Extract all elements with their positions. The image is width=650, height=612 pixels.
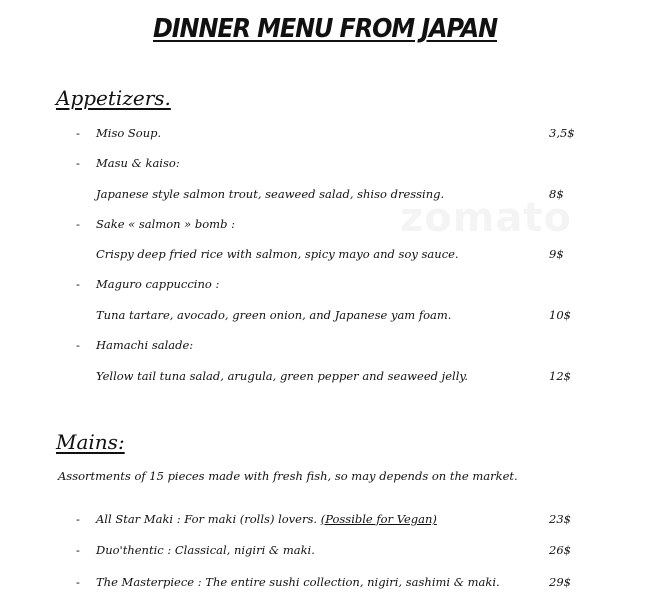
item-description: Tuna tartare, avocado, green onion, and Japanese yam foam. [96, 308, 452, 322]
section-heading-mains: Mains: [56, 430, 125, 454]
section-heading-appetizers: Appetizers. [56, 86, 171, 110]
item-price: 23$ [549, 512, 571, 526]
item-description: Yellow tail tuna salad, arugula, green pepper and seaweed jelly. [96, 369, 468, 383]
item-name-text: All Star Maki : For maki (rolls) lovers. [96, 512, 321, 526]
menu-item [0, 215, 650, 233]
item-price: 12$ [549, 369, 571, 383]
item-description-row [0, 306, 650, 324]
item-name: Sake « salmon » bomb : [96, 217, 235, 231]
item-price: 26$ [549, 543, 571, 557]
menu-item [0, 154, 650, 172]
item-description-row [0, 245, 650, 263]
mains-intro-text: Assortments of 15 pieces made with fresh fish, so may depends on the market. [58, 469, 518, 483]
item-name: Masu & kaiso: [96, 156, 180, 170]
item-description-row [0, 185, 650, 203]
page-title: DINNER MENU FROM JAPAN [152, 14, 497, 44]
item-description: Japanese style salmon trout, seaweed salad, shiso dressing. [96, 187, 445, 201]
item-description: Crispy deep fried rice with salmon, spicy mayo and soy sauce. [96, 247, 459, 261]
menu-item [0, 124, 650, 142]
item-name: Hamachi salade: [96, 338, 194, 352]
bullet-dash: - [76, 156, 80, 170]
bullet-dash: - [76, 575, 80, 589]
menu-item [0, 573, 650, 591]
item-name: The Masterpiece : The entire sushi collection, nigiri, sashimi & maki. [96, 575, 500, 589]
item-price: 9$ [549, 247, 564, 261]
bullet-dash: - [76, 126, 80, 140]
menu-item [0, 541, 650, 559]
item-description-row [0, 367, 650, 385]
item-price: 10$ [549, 308, 571, 322]
item-price: 29$ [549, 575, 571, 589]
item-name [96, 510, 437, 528]
item-price: 3,5$ [549, 126, 575, 140]
item-name: Maguro cappuccino : [96, 277, 220, 291]
vegan-note: (Possible for Vegan) [320, 512, 437, 526]
menu-item [0, 275, 650, 293]
item-name: Duo'thentic : Classical, nigiri & maki. [96, 543, 315, 557]
item-price: 8$ [549, 187, 564, 201]
menu-item [0, 510, 650, 528]
item-name: Miso Soup. [96, 126, 162, 140]
menu-item [0, 336, 650, 354]
bullet-dash: - [76, 543, 80, 557]
bullet-dash: - [76, 338, 80, 352]
bullet-dash: - [76, 512, 80, 526]
bullet-dash: - [76, 217, 80, 231]
bullet-dash: - [76, 277, 80, 291]
